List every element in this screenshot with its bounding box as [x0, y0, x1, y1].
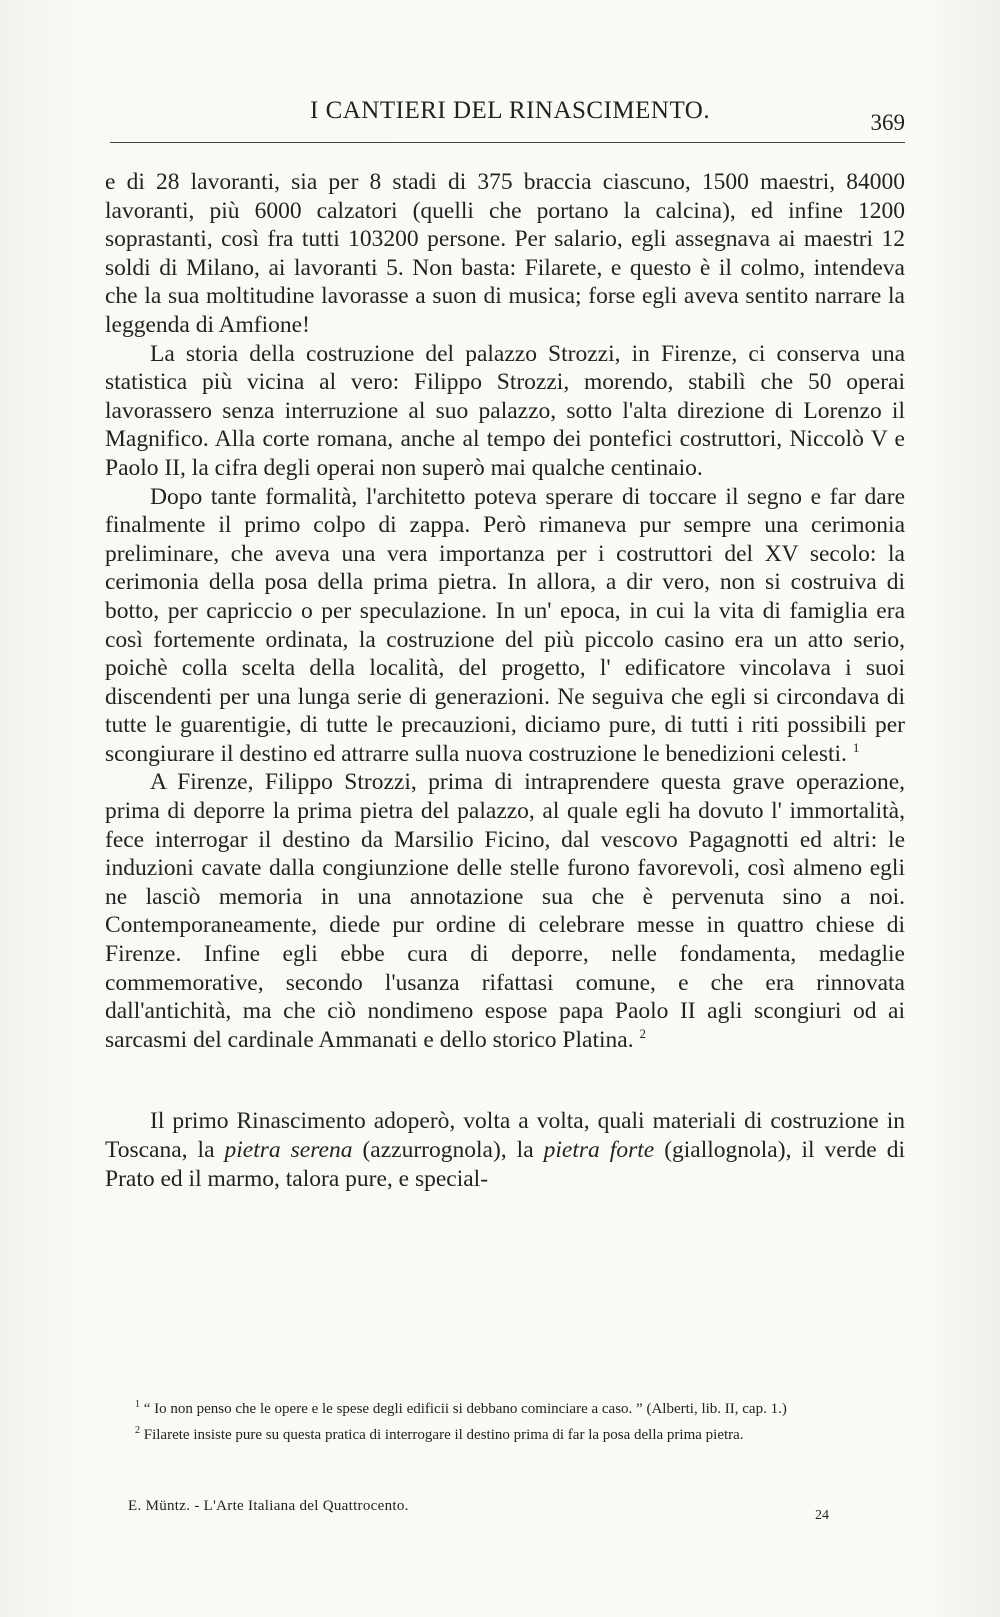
paragraph-5-text-a: Il primo Rinascimento adoperò, volta a volta, quali materiali di costruzione in Toscana, la [105, 1108, 905, 1163]
term-pietra-forte: pietra forte [543, 1137, 655, 1163]
footnotes [80, 1395, 900, 1447]
footnote-2 [80, 1421, 900, 1445]
paragraph-3-text: Dopo tante formalità, l'architetto poteva sperare di toccare il segno e far dare finalmente il primo colpo di zappa. Però rimaneva pur sempre una cerimonia preliminare, che aveva una vera importanza per i costruttori del XV secolo: la cerimonia della posa della prima pietra. In allora, a dir vero, non si costruiva di botto, per capriccio o per speculazione. In un' epoca, in cui la vita di famiglia era così fortemente ordinata, la costruzione del più piccolo casino era un atto serio, poichè colla scelta della località, del progetto, l' edificatore vincolava i suoi discendenti per una lunga serie di generazioni. Ne seguiva che egli si circondava di tutte le guarentigie, di tutte le precauzioni, diciamo pure, di tutti i riti possibili per scongiurare il destino ed attrarre sulla nuova costruzione le benedizioni celesti. [105, 483, 905, 767]
footnote-2-text: Filarete insiste pure su questa pratica di interrogare il destino prima di far la posa della prima pietra. [143, 1427, 744, 1443]
footnote-1 [80, 1395, 900, 1419]
page-number: 369 [870, 110, 905, 135]
footnote-ref-2: 2 [639, 1025, 646, 1041]
main-text [105, 168, 905, 1193]
footnote-2-mark: 2 [135, 1425, 140, 1436]
running-header [110, 92, 905, 143]
paragraph-5 [105, 1107, 905, 1193]
paragraph-4-text: A Firenze, Filippo Strozzi, prima di intraprendere questa grave operazione, prima di deporre la prima pietra del palazzo, al quale egli ha dovuto l' immortalità, fece interrogar il destino da Marsilio Ficino, dal vescovo Pagagnotti ed altri: le induzioni cavate dalla congiunzione delle stelle furono favorevoli, così almeno egli ne lasciò memoria in una annotazione sua che è pervenuta sino a noi. Contemporaneamente, diede pur ordine di celebrare messe in quattro chiese di Firenze. Infine egli ebbe cura di deporre, nelle fondamenta, medaglie commemorative, secondo l'usanza rifattasi comune, e che era rinnovata dall'antichità, ma che ciò nondimeno espose papa Paolo II agli scongiuri od ai sarcasmi del cardinale Ammanati e dello storico Platina. [105, 769, 905, 1053]
signature-number: 24 [815, 1508, 829, 1523]
paragraph-5-text-c: (giallognola), il verde di Prato ed il marmo, talora pure, e special- [105, 1137, 905, 1192]
paragraph-1: e di 28 lavoranti, sia per 8 stadi di 375 braccia ciascuno, 1500 maestri, 84000 lavoranti, più 6000 calzatori (quelli che portano la calcina), ed infine 1200 soprastanti, così fra tutti 103200 persone. Per salario, egli assegnava ai maestri 12 soldi di Milano, ai lavoranti 5. Non basta: Filarete, e questo è il colmo, intendeva che la sua moltitudine lavorasse a suon di musica; forse egli aveva sentito narrare la leggenda di Amfione! [105, 169, 905, 338]
paragraph-5-text-b: (azzurrognola), la [362, 1137, 534, 1163]
footnote-1-mark: 1 [135, 1399, 140, 1410]
running-title: I CANTIERI DEL RINASCIMENTO. [310, 97, 711, 124]
paragraph-3 [105, 483, 905, 769]
term-pietra-serena: pietra serena [224, 1137, 353, 1163]
footnote-1-text: “ Io non penso che le opere e le spese degli edificii si debbano cominciare a caso. ” (Alberti, lib. II, cap. 1.) [143, 1401, 787, 1417]
footnote-ref-1: 1 [852, 740, 860, 756]
paragraph-2: La storia della costruzione del palazzo Strozzi, in Firenze, ci conserva una statistica più vicina al vero: Filippo Strozzi, morendo, stabilì che 50 operai lavorassero senza interruzione al suo palazzo, sotto l'alta direzione di Lorenzo il Magnifico. Alla corte romana, anche al tempo dei pontefici costruttori, Niccolò V e Paolo II, la cifra degli operai non superò mai qualche centinaio. [105, 340, 905, 481]
section-gap [105, 1054, 905, 1107]
paragraph-4 [105, 768, 905, 1054]
printer-signature: E. Müntz. - L'Arte Italiana del Quattrocento. [128, 1498, 409, 1514]
